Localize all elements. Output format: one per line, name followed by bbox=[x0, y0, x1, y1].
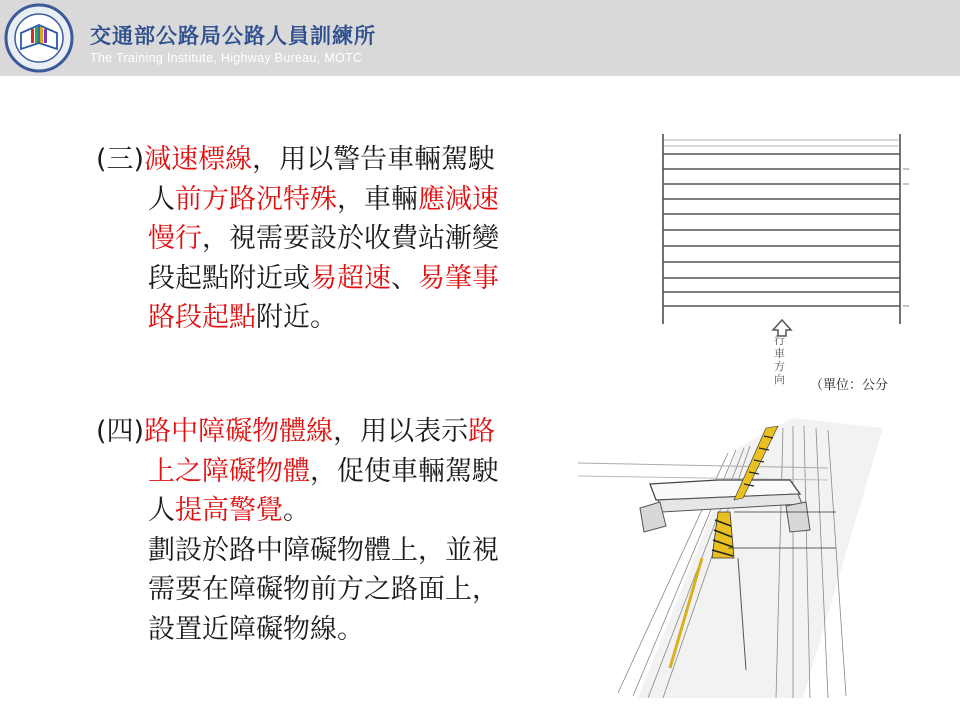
section-deceleration-markings bbox=[96, 140, 576, 338]
section-obstacle-markings bbox=[96, 412, 576, 649]
header-bar bbox=[0, 0, 960, 76]
body-text: ，視需要設於收費站漸變 bbox=[202, 223, 499, 254]
text-line bbox=[96, 219, 576, 259]
text-line bbox=[96, 491, 576, 531]
highlight-text: 易超速 bbox=[310, 262, 391, 294]
driving-direction-label: 行車方向 bbox=[774, 334, 785, 386]
highlight-text: 減速標線 bbox=[144, 144, 253, 175]
text-line bbox=[96, 298, 576, 338]
body-text: 人 bbox=[148, 183, 175, 215]
unit-label: （單位：公分 bbox=[810, 378, 889, 393]
section-number: (四) bbox=[96, 416, 145, 447]
text-line: 劃設於路中障礙物體上，並視 bbox=[148, 534, 499, 566]
text-line bbox=[96, 412, 576, 452]
highlight-text: 慢行 bbox=[148, 223, 202, 254]
body-text: 附近。 bbox=[256, 302, 337, 333]
body-text: 人 bbox=[148, 495, 175, 526]
text-line bbox=[96, 259, 576, 299]
organization-subtitle: The Training Institute, Highway Bureau, MOTC bbox=[90, 51, 363, 65]
body-text: 。 bbox=[283, 495, 310, 526]
body-text: 、 bbox=[391, 262, 418, 294]
highlight-text: 應減速 bbox=[418, 183, 499, 215]
highlight-text: 路中障礙物體線 bbox=[144, 416, 334, 447]
organization-title: 交通部公路局公路人員訓練所 bbox=[90, 24, 376, 48]
highlight-text: 前方路況特殊 bbox=[175, 183, 337, 215]
body-text: ，車輛 bbox=[337, 183, 418, 215]
text-line: 設置近障礙物線。 bbox=[148, 613, 364, 645]
body-text: ，用以表示 bbox=[333, 416, 469, 447]
highlight-text: 上之障礙物體 bbox=[148, 455, 310, 487]
section-number: (三) bbox=[96, 144, 145, 175]
body-text: 段起點附近或 bbox=[148, 262, 310, 294]
text-line bbox=[96, 180, 576, 220]
body-text: ，用以警告車輛駕駛 bbox=[252, 144, 496, 175]
institute-logo bbox=[4, 3, 74, 73]
highlight-text: 易肇事 bbox=[418, 262, 499, 294]
highlight-text: 路段起點 bbox=[148, 302, 256, 333]
text-line: 需要在障礙物前方之路面上， bbox=[148, 574, 499, 605]
text-line bbox=[96, 452, 576, 492]
highlight-text: 路 bbox=[468, 416, 496, 447]
obstacle-marking-illustration bbox=[578, 408, 888, 698]
highlight-text: 提高警覺 bbox=[175, 495, 283, 526]
text-line bbox=[96, 140, 576, 180]
body-text: ，促使車輛駕駛 bbox=[310, 455, 499, 487]
